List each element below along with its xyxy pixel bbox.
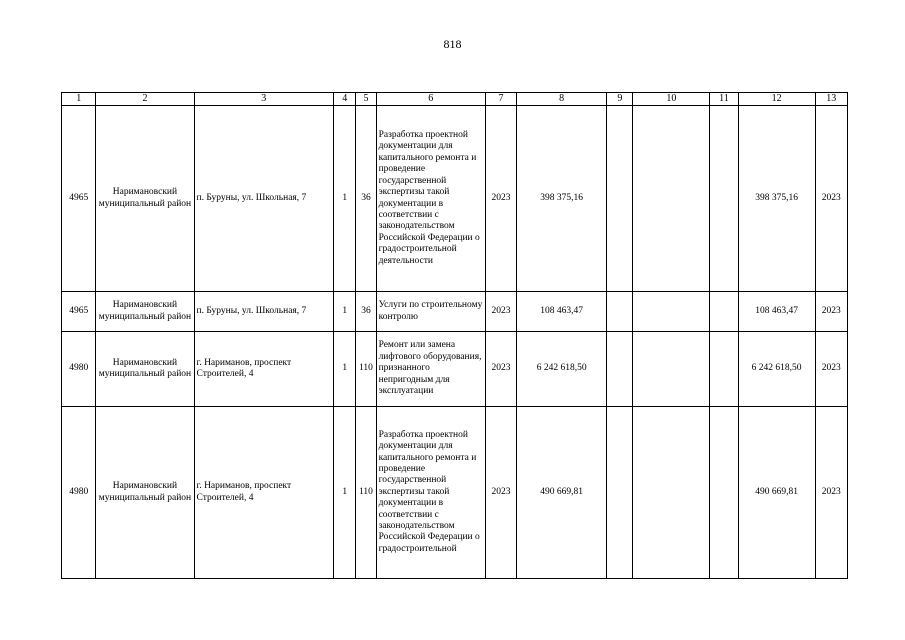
col10-cell	[633, 292, 710, 332]
column-header: 4	[334, 93, 356, 106]
completion-year-cell: 2023	[815, 106, 847, 292]
address-cell: г. Нариманов, проспект Строителей, 4	[194, 407, 334, 579]
col11-cell	[710, 292, 738, 332]
cost-cell: 490 669,81	[517, 407, 607, 579]
col11-cell	[710, 407, 738, 579]
table-row	[62, 292, 848, 332]
col10-cell	[633, 106, 710, 292]
column-header: 10	[633, 93, 710, 106]
column-header: 11	[710, 93, 738, 106]
capital-repair-table	[61, 92, 848, 579]
address-cell: г. Нариманов, проспект Строителей, 4	[194, 332, 334, 407]
col10-cell	[633, 332, 710, 407]
column-header: 9	[607, 93, 633, 106]
col5-cell: 110	[356, 332, 376, 407]
column-header: 7	[485, 93, 516, 106]
completion-year-cell: 2023	[815, 292, 847, 332]
address-cell: п. Буруны, ул. Школьная, 7	[194, 106, 334, 292]
total-cell: 6 242 618,50	[738, 332, 815, 407]
total-cell: 490 669,81	[738, 407, 815, 579]
work-type-cell: Разработка проектной документации для капитального ремонта и проведение государственной экспертизы такой документации в соответствии с законодательством Российской Федерации о градостроительной	[376, 407, 485, 579]
col4-cell: 1	[334, 332, 356, 407]
header-row	[62, 93, 848, 106]
column-header: 12	[738, 93, 815, 106]
total-cell: 398 375,16	[738, 106, 815, 292]
column-header: 6	[376, 93, 485, 106]
col11-cell	[710, 106, 738, 292]
col5-cell: 36	[356, 292, 376, 332]
column-header: 1	[62, 93, 96, 106]
completion-year-cell: 2023	[815, 332, 847, 407]
page-number: 818	[443, 37, 462, 51]
year-cell: 2023	[485, 332, 516, 407]
column-header: 3	[194, 93, 334, 106]
col4-cell: 1	[334, 292, 356, 332]
object-id-cell: 4965	[62, 292, 96, 332]
column-header: 5	[356, 93, 376, 106]
year-cell: 2023	[485, 292, 516, 332]
col9-cell	[607, 106, 633, 292]
work-type-cell: Услуги по строительному контролю	[376, 292, 485, 332]
district-cell: Наримановский муниципальный район	[96, 407, 194, 579]
col11-cell	[710, 332, 738, 407]
address-cell: п. Буруны, ул. Школьная, 7	[194, 292, 334, 332]
district-cell: Наримановский муниципальный район	[96, 332, 194, 407]
col5-cell: 36	[356, 106, 376, 292]
col10-cell	[633, 407, 710, 579]
object-id-cell: 4980	[62, 407, 96, 579]
table-row	[62, 407, 848, 579]
col4-cell: 1	[334, 106, 356, 292]
col5-cell: 110	[356, 407, 376, 579]
cost-cell: 108 463,47	[517, 292, 607, 332]
col9-cell	[607, 292, 633, 332]
district-cell: Наримановский муниципальный район	[96, 292, 194, 332]
completion-year-cell: 2023	[815, 407, 847, 579]
object-id-cell: 4980	[62, 332, 96, 407]
cost-cell: 6 242 618,50	[517, 332, 607, 407]
total-cell: 108 463,47	[738, 292, 815, 332]
object-id-cell: 4965	[62, 106, 96, 292]
year-cell: 2023	[485, 407, 516, 579]
col4-cell: 1	[334, 407, 356, 579]
table-row	[62, 106, 848, 292]
cost-cell: 398 375,16	[517, 106, 607, 292]
column-header: 2	[96, 93, 194, 106]
table-row	[62, 332, 848, 407]
col9-cell	[607, 407, 633, 579]
district-cell: Наримановский муниципальный район	[96, 106, 194, 292]
col9-cell	[607, 332, 633, 407]
work-type-cell: Разработка проектной документации для капитального ремонта и проведение государственной экспертизы такой документации в соответствии с законодательством Российской Федерации о градостроительной деятельности	[376, 106, 485, 292]
column-header: 13	[815, 93, 847, 106]
year-cell: 2023	[485, 106, 516, 292]
work-type-cell: Ремонт или замена лифтового оборудования, признанного непригодным для эксплуатации	[376, 332, 485, 407]
column-header: 8	[517, 93, 607, 106]
